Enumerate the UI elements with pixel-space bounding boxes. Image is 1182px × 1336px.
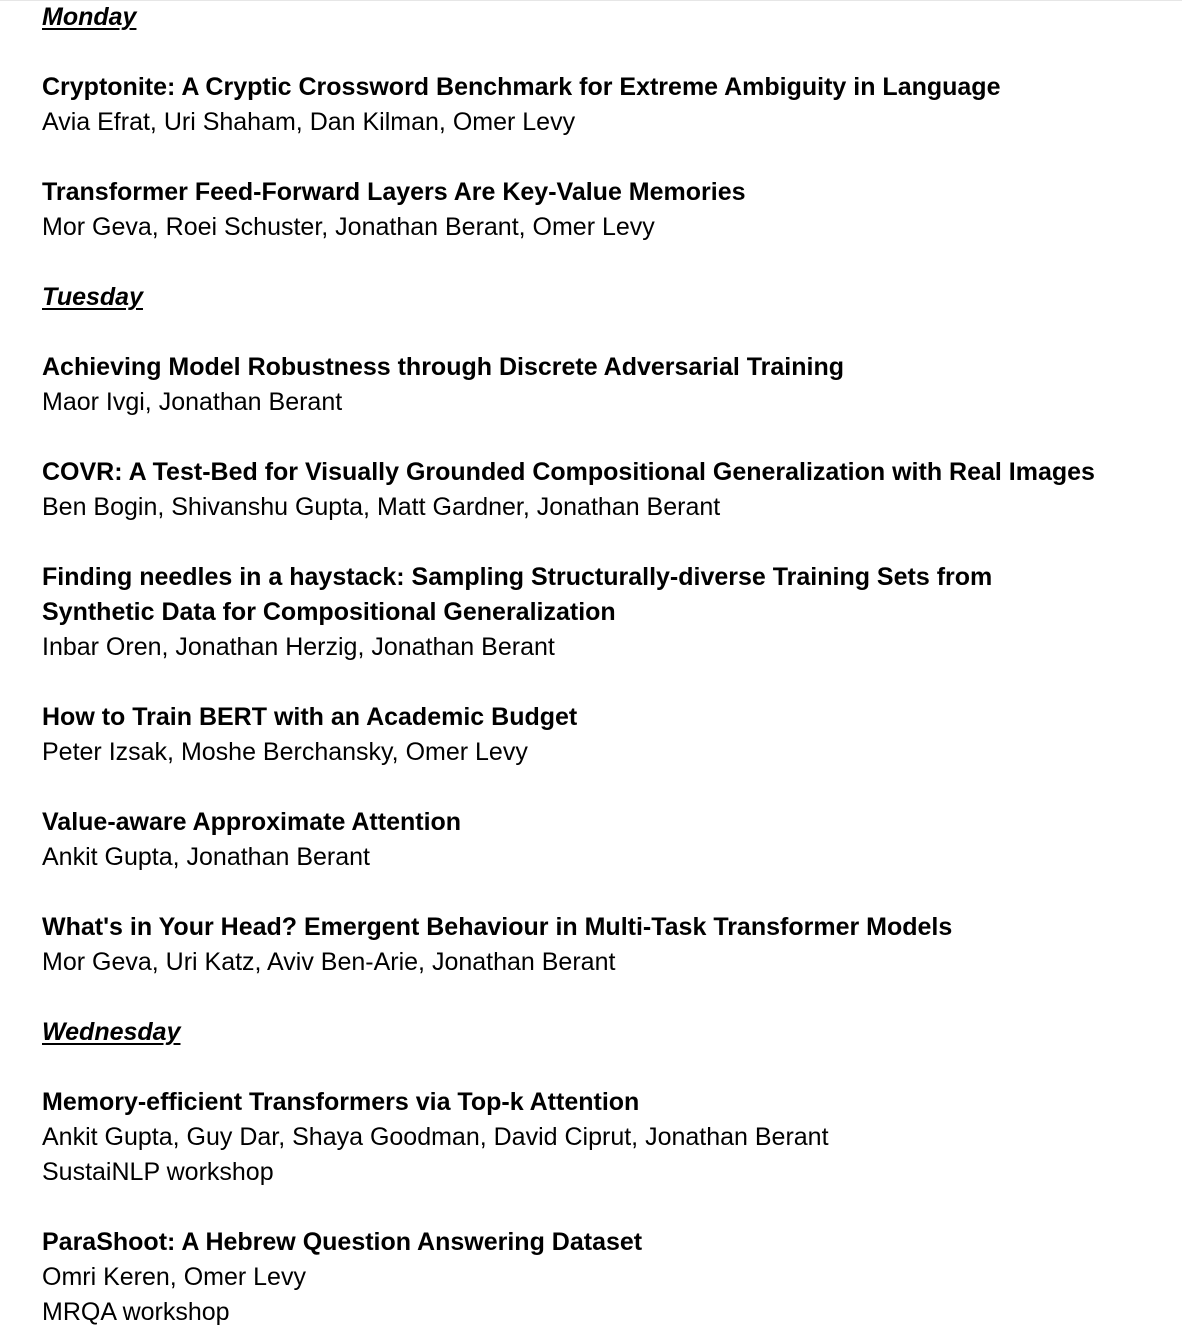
paper-title: ParaShoot: A Hebrew Question Answering Dataset xyxy=(42,1228,643,1256)
paper-entry xyxy=(42,350,1172,420)
paper-entry xyxy=(42,1225,1172,1330)
day-heading-monday: Monday xyxy=(42,3,137,31)
paper-title: How to Train BERT with an Academic Budget xyxy=(42,703,578,731)
paper-entry xyxy=(42,560,1172,665)
paper-entry xyxy=(42,455,1172,525)
paper-entry xyxy=(42,805,1172,875)
paper-entry xyxy=(42,70,1172,140)
spacer xyxy=(42,875,1172,910)
paper-authors: Ankit Gupta, Guy Dar, Shaya Goodman, David Ciprut, Jonathan Berant xyxy=(42,1123,829,1151)
paper-entry xyxy=(42,700,1172,770)
spacer xyxy=(42,525,1172,560)
paper-authors: Omri Keren, Omer Levy xyxy=(42,1263,306,1291)
paper-title: Cryptonite: A Cryptic Crossword Benchmark for Extreme Ambiguity in Language xyxy=(42,73,1001,101)
paper-authors: Maor Ivgi, Jonathan Berant xyxy=(42,388,343,416)
paper-title: COVR: A Test-Bed for Visually Grounded Compositional Generalization with Real Images xyxy=(42,458,1095,486)
paper-title: What's in Your Head? Emergent Behaviour in Multi-Task Transformer Models xyxy=(42,913,953,941)
paper-authors: Ben Bogin, Shivanshu Gupta, Matt Gardner, Jonathan Berant xyxy=(42,493,721,521)
paper-title: Memory-efficient Transformers via Top-k Attention xyxy=(42,1088,640,1116)
paper-title: Value-aware Approximate Attention xyxy=(42,808,462,836)
paper-title: Achieving Model Robustness through Discrete Adversarial Training xyxy=(42,353,845,381)
paper-authors: Mor Geva, Uri Katz, Aviv Ben-Arie, Jonathan Berant xyxy=(42,948,616,976)
paper-entry xyxy=(42,175,1172,245)
day-heading-tuesday: Tuesday xyxy=(42,283,143,311)
paper-authors: Peter Izsak, Moshe Berchansky, Omer Levy xyxy=(42,738,528,766)
paper-venue: SustaiNLP workshop xyxy=(42,1158,274,1186)
day-heading-wednesday: Wednesday xyxy=(42,1018,181,1046)
spacer xyxy=(42,35,1172,70)
paper-entry xyxy=(42,1085,1172,1190)
spacer xyxy=(42,1190,1172,1225)
paper-authors: Mor Geva, Roei Schuster, Jonathan Berant, Omer Levy xyxy=(42,213,655,241)
spacer xyxy=(42,980,1172,1015)
paper-title-line-2: Synthetic Data for Compositional Generalization xyxy=(42,598,616,626)
paper-authors: Avia Efrat, Uri Shaham, Dan Kilman, Omer Levy xyxy=(42,108,576,136)
spacer xyxy=(42,420,1172,455)
spacer xyxy=(42,1050,1172,1085)
paper-title-line-1: Finding needles in a haystack: Sampling Structurally-diverse Training Sets from xyxy=(42,563,993,591)
spacer xyxy=(42,315,1172,350)
paper-venue: MRQA workshop xyxy=(42,1298,230,1326)
paper-entry xyxy=(42,910,1172,980)
paper-authors: Inbar Oren, Jonathan Herzig, Jonathan Berant xyxy=(42,633,555,661)
spacer xyxy=(42,140,1172,175)
paper-authors: Ankit Gupta, Jonathan Berant xyxy=(42,843,370,871)
paper-title: Transformer Feed-Forward Layers Are Key-Value Memories xyxy=(42,178,746,206)
spacer xyxy=(42,770,1172,805)
spacer xyxy=(42,245,1172,280)
paper-schedule-document xyxy=(42,0,1172,1330)
spacer xyxy=(42,665,1172,700)
